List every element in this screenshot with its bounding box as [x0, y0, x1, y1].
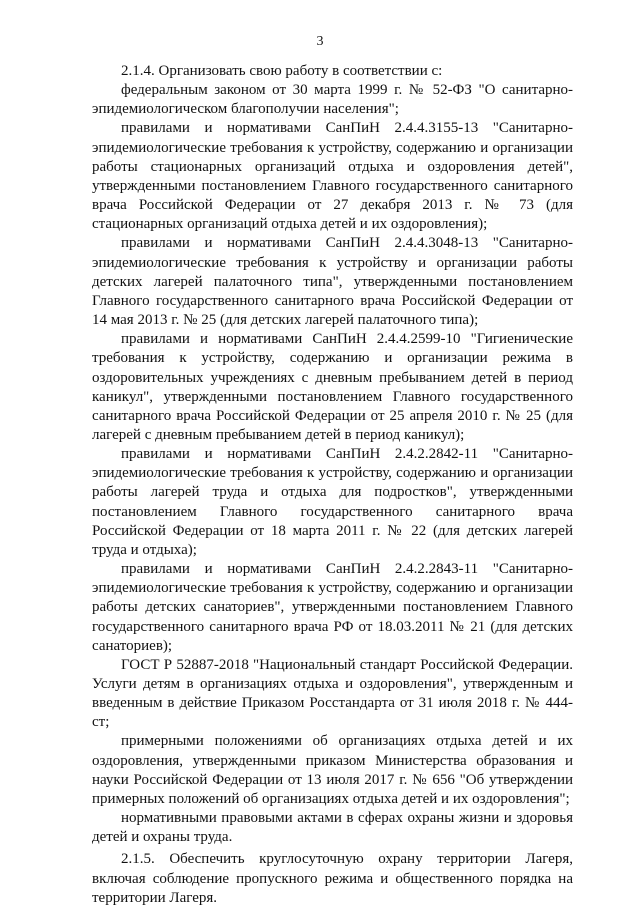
paragraph-gost-52887-2018: ГОСТ Р 52887-2018 "Национальный стандарт Российской Федерации. Услуги детям в организациях отдыха и оздоровления", утвержденным и введенным в действие Приказом Росстандарта от 31 июля 2018 г. № 444-ст;: [92, 656, 573, 731]
paragraph-sanpin-2599-10: правилами и нормативами СанПиН 2.4.4.2599-10 "Гигиенические требования к устройству, содержанию и организации режима в оздоровительных учреждениях с дневным пребыванием детей в период каникул", утвержденными постановлением Главного государственного санитарного врача Российской Федерации от 25 апреля 2010 г. № 25 (для лагерей с дневным пребыванием детей в период каникул);: [92, 331, 573, 443]
page-number: 3: [316, 34, 324, 49]
paragraph-normative-acts: нормативными правовыми актами в сферах охраны жизни и здоровья детей и охраны труда.: [92, 810, 573, 846]
paragraph-federal-law: федеральным законом от 30 марта 1999 г. № 52-ФЗ "О санитарно-эпидемиологическом благополучии населения";: [92, 82, 573, 118]
document-body: [92, 62, 573, 908]
paragraph-sanpin-2842-11: правилами и нормативами СанПиН 2.4.2.2842-11 "Санитарно-эпидемиологические требования к устройству, содержанию и организации работы лагерей труда и отдыха для подростков", утвержденными постановлением Главного государственного санитарного врача Российской Федерации от 18 марта 2011 г. № 22 (для детских лагерей труда и отдыха);: [92, 446, 573, 558]
paragraph-sanpin-3155-13: правилами и нормативами СанПиН 2.4.4.3155-13 "Санитарно-эпидемиологические требования к устройству, содержанию и организации работы стационарных организаций отдыха и оздоровления детей", утвержденными постановлением Главного государственного санитарного врача Российской Федерации от 27 декабря 2013 г. № 73 (для стационарных организаций отдыха детей и их оздоровления);: [92, 120, 573, 233]
paragraph-sanpin-3048-13: правилами и нормативами СанПиН 2.4.4.3048-13 "Санитарно-эпидемиологические требования к устройству и организации работы детских лагерей палаточного типа", утвержденными постановлением Главного государственного санитарного врача Российской Федерации от 14 мая 2013 г. № 25 (для детских лагерей палаточного типа);: [92, 235, 573, 329]
paragraph-2-1-4: 2.1.4. Организовать свою работу в соответствии с:: [121, 63, 443, 79]
paragraph-sanpin-2843-11: правилами и нормативами СанПиН 2.4.2.2843-11 "Санитарно-эпидемиологические требования к устройству, содержанию и организации работы детских санаториев", утвержденными постановлением Главного государственного санитарного врача РФ от 18.03.2011 № 21 (для детских санаториев);: [92, 561, 573, 654]
paragraph-model-regulations: примерными положениями об организациях отдыха детей и их оздоровления, утвержденными приказом Министерства образования и науки Российской Федерации от 13 июля 2017 г. № 656 "Об утверждении примерных положений об организациях отдыха детей и их оздоровления";: [92, 733, 573, 807]
paragraph-2-1-5: 2.1.5. Обеспечить круглосуточную охрану территории Лагеря, включая соблюдение пропускного режима и общественного порядка на территории Лагеря.: [92, 851, 573, 906]
